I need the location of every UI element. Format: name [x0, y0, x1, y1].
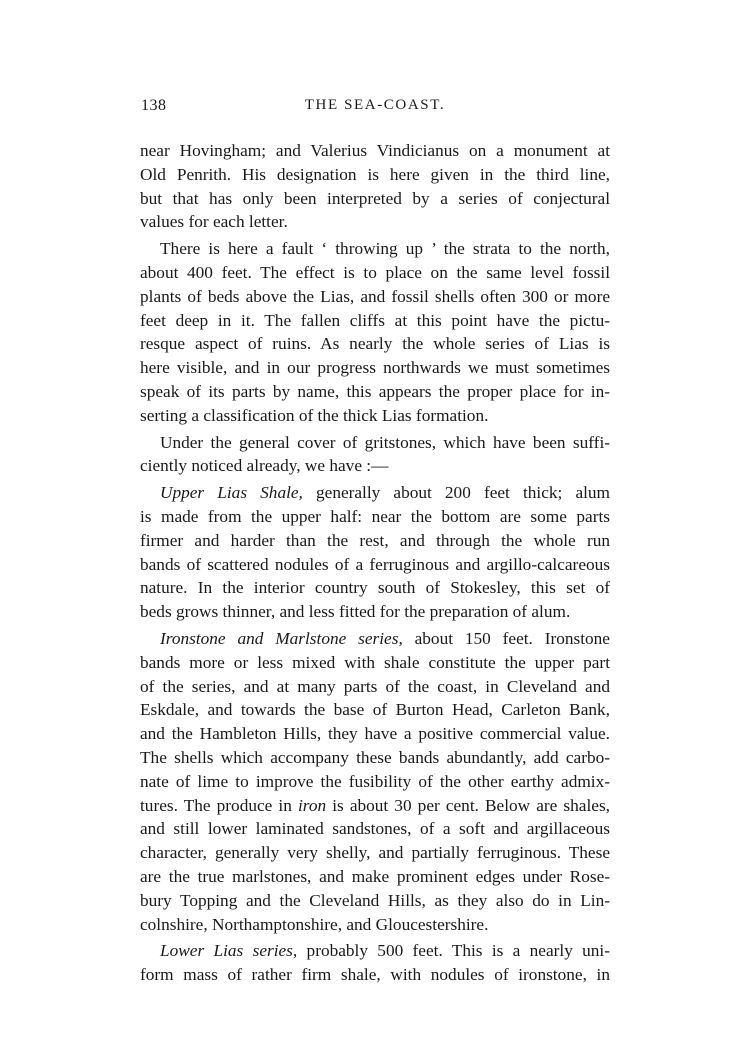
- text-line: firmer and harder than the rest, and through the whole run: [140, 530, 610, 550]
- text-line: of the series, and at many parts of the coast, in Cleveland and: [140, 676, 610, 696]
- body-text: [140, 139, 610, 987]
- text-line: ciently noticed already, we have :—: [140, 456, 389, 476]
- text-line: Upper Lias Shale, generally about 200 feet thick; alum: [160, 483, 610, 503]
- text-line: bands of scattered nodules of a ferruginous and argillo-calcareous: [140, 554, 610, 574]
- paragraph: [140, 481, 610, 624]
- page-header: [141, 97, 609, 119]
- text-line: tures. The produce in iron is about 30 per cent. Below are shales,: [140, 795, 610, 815]
- text-line: The shells which accompany these bands abundantly, add carbo-: [140, 747, 610, 767]
- text-line: There is here a fault ‘ throwing up ’ the strata to the north,: [160, 239, 610, 259]
- text-line: and the Hambleton Hills, they have a positive commercial value.: [140, 724, 610, 744]
- page-number: 138: [141, 97, 167, 114]
- text-line: bands more or less mixed with shale constitute the upper part: [140, 652, 610, 672]
- text-line: plants of beds above the Lias, and fossil shells often 300 or more: [140, 286, 610, 306]
- text-line: Under the general cover of gritstones, which have been suffi-: [160, 432, 610, 452]
- running-head: THE SEA-COAST.: [304, 97, 446, 113]
- text-line: and still lower laminated sandstones, of a soft and argillaceous: [140, 819, 610, 839]
- text-line: are the true marlstones, and make prominent edges under Rose-: [140, 866, 610, 886]
- text-line: beds grows thinner, and less fitted for the preparation of alum.: [140, 602, 571, 622]
- text-line: bury Topping and the Cleveland Hills, as they also do in Lin-: [140, 890, 610, 910]
- text-line: but that has only been interpreted by a series of conjectural: [140, 188, 610, 208]
- paragraph: [140, 139, 610, 234]
- text-line: Ironstone and Marlstone series, about 150 feet. Ironstone: [160, 628, 610, 648]
- text-line: Old Penrith. His designation is here given in the third line,: [140, 164, 610, 184]
- italic-word: iron: [297, 795, 327, 815]
- italic-term: Upper Lias Shale,: [160, 483, 303, 503]
- text-line: resque aspect of ruins. As nearly the whole series of Lias is: [140, 334, 610, 354]
- text-line: Lower Lias series, probably 500 feet. This is a nearly uni-: [160, 941, 610, 961]
- text-line: is made from the upper half: near the bottom are some parts: [140, 506, 610, 526]
- text-line: nate of lime to improve the fusibility of the other earthy admix-: [140, 771, 610, 791]
- text-line: speak of its parts by name, this appears the proper place for in-: [140, 381, 610, 401]
- paragraph: [140, 627, 610, 936]
- text-line: serting a classification of the thick Lias formation.: [140, 405, 489, 425]
- text-line: form mass of rather firm shale, with nodules of ironstone, in: [140, 965, 610, 985]
- paragraph: [140, 237, 610, 427]
- text-line: about 400 feet. The effect is to place on the same level fossil: [140, 262, 610, 282]
- text-line: values for each letter.: [140, 212, 288, 232]
- text-line: colnshire, Northamptonshire, and Gloucestershire.: [140, 914, 489, 934]
- paragraph: [140, 939, 610, 987]
- italic-term: Lower Lias series,: [160, 941, 298, 961]
- text-line: feet deep in it. The fallen cliffs at this point have the pictu-: [140, 310, 610, 330]
- text-line: nature. In the interior country south of Stokesley, this set of: [140, 578, 610, 598]
- text-line: Eskdale, and towards the base of Burton Head, Carleton Bank,: [140, 700, 610, 720]
- italic-term: Ironstone and Marlstone series,: [160, 628, 403, 648]
- text-line: here visible, and in our progress northwards we must sometimes: [140, 358, 610, 378]
- paragraph: [140, 431, 610, 479]
- text-line: near Hovingham; and Valerius Vindicianus on a monument at: [140, 141, 610, 160]
- text-line: character, generally very shelly, and partially ferruginous. These: [140, 843, 610, 863]
